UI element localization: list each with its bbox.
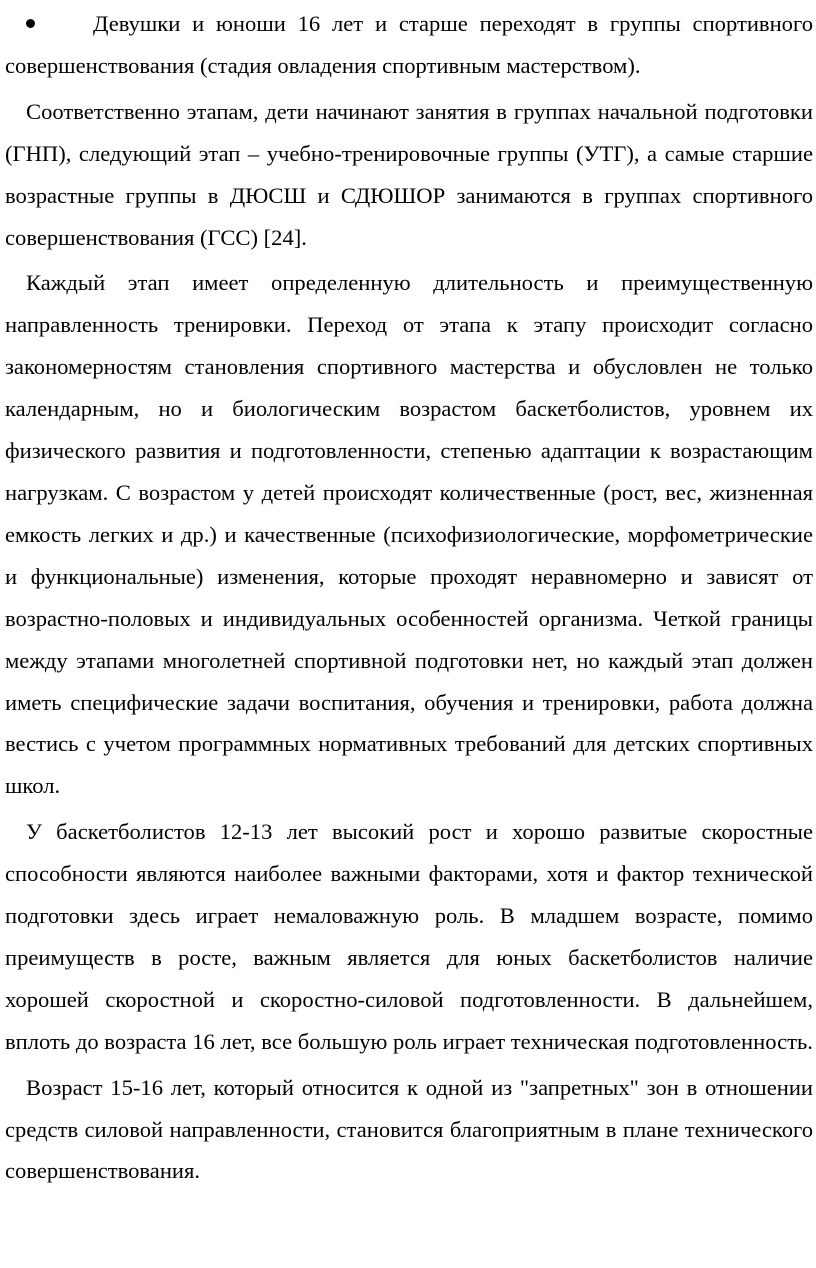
paragraph-basketball-12-13: У баскетболистов 12-13 лет высокий рост и хорошо развитые скоростные способности являются наиболее важными факторами, хотя и фактор технической подготовки здесь играет немаловажную роль. В младшем возрасте, помимо преимуществ в росте, важным является для юных баскетболистов наличие хорошей скоростной и скоростно-силовой подготовленности. В дальнейшем, вплоть до возраста 16 лет, все большую роль играет техническая подготовленность.: [5, 819, 813, 1054]
paragraph-age-15-16: Возраст 15-16 лет, который относится к одной из "запретных" зон в отношении средств силовой направленности, становится благоприятным в плане технического совершенствования.: [5, 1074, 813, 1184]
paragraph-stages: Соответственно этапам, дети начинают занятия в группах начальной подготовки (ГНП), следующий этап – учебно-тренировочные группы (УТГ), а самые старшие возрастные группы в ДЮСШ и СДЮШОР занимаются в группах спортивного совершенствования (ГСС) [24].: [5, 98, 813, 250]
paragraph-stage-duration: Каждый этап имеет определенную длительность и преимущественную направленность тренировки. Переход от этапа к этапу происходит согласно закономерностям становления спортивного мастерства и обусловлен не только календарным, но и биологическим возрастом баскетболистов, уровнем их физического развития и подготовленности, степенью адаптации к возрастающим нагрузкам. С возрастом у детей происходят количественные (рост, вес, жизненная емкость легких и др.) и качественные (психофизиологические, морфометрические и функциональные) изменения, которые проходят неравномерно и зависят от возрастно-половых и индивидуальных особенностей организма. Четкой границы между этапами многолетней спортивной подготовки нет, но каждый этап должен иметь специфические задачи воспитания, обучения и тренировки, работа должна вестись с учетом программных нормативных требований для детских спортивных школ.: [5, 270, 813, 799]
bullet-list-item: [5, 3, 813, 87]
document-page: [5, 0, 813, 1192]
bullet-item-text: Девушки и юноши 16 лет и старше переходят в группы спортивного совершенствования (стадия овладения спортивным мастерством).: [5, 11, 813, 78]
